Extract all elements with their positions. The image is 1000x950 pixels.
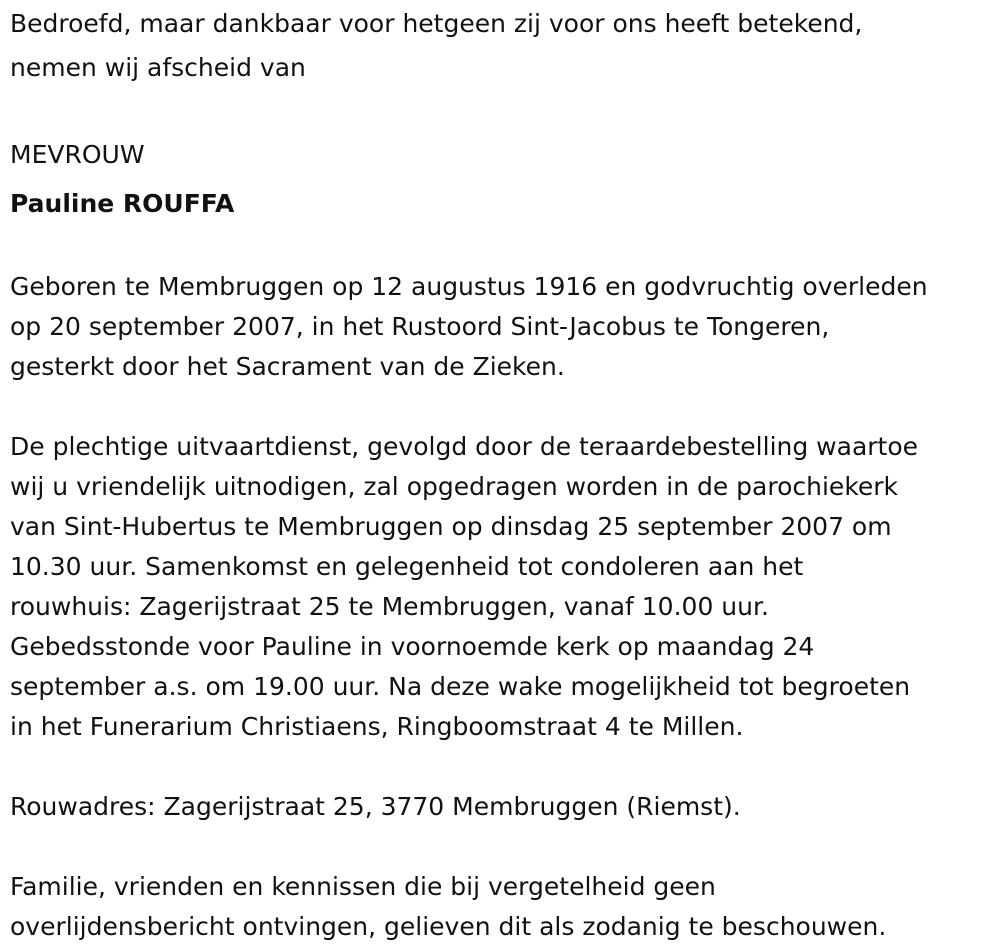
intro-line: Bedroefd, maar dankbaar voor hetgeen zij voor ons heeft betekend, <box>10 9 863 38</box>
paragraph-line: gesterkt door het Sacrament van de Zieken. <box>10 352 565 381</box>
birth-death-paragraph <box>10 267 995 387</box>
paragraph-line: Gebedsstonde voor Pauline in voornoemde kerk op maandag 24 <box>10 632 815 661</box>
paragraph-line: De plechtige uitvaartdienst, gevolgd door de teraardebestelling waartoe <box>10 432 919 461</box>
deceased-name: Pauline ROUFFA <box>10 189 235 218</box>
paragraph-line: in het Funerarium Christiaens, Ringboomstraat 4 te Millen. <box>10 712 744 741</box>
spacer <box>10 747 995 787</box>
spacer <box>10 227 995 267</box>
paragraph-line: Geboren te Membruggen op 12 augustus 1916 en godvruchtig overleden <box>10 272 928 301</box>
death-notice <box>10 0 995 947</box>
mourning-address: Rouwadres: Zagerijstraat 25, 3770 Membruggen (Riemst). <box>10 792 741 821</box>
paragraph-line: september a.s. om 19.00 uur. Na deze wake mogelijkheid tot begroeten <box>10 672 911 701</box>
paragraph-line: 10.30 uur. Samenkomst en gelegenheid tot condoleren aan het <box>10 552 804 581</box>
paragraph-line: Familie, vrienden en kennissen die bij vergetelheid geen <box>10 872 716 901</box>
closing-paragraph <box>10 867 995 947</box>
intro-paragraph <box>10 0 995 88</box>
paragraph-line: van Sint-Hubertus te Membruggen op dinsdag 25 september 2007 om <box>10 512 892 541</box>
funeral-paragraph <box>10 427 995 747</box>
paragraph-line: rouwhuis: Zagerijstraat 25 te Membruggen, vanaf 10.00 uur. <box>10 592 769 621</box>
spacer <box>10 827 995 867</box>
paragraph-line: wij u vriendelijk uitnodigen, zal opgedragen worden in de parochiekerk <box>10 472 899 501</box>
paragraph-line: op 20 september 2007, in het Rustoord Sint-Jacobus te Tongeren, <box>10 312 830 341</box>
paragraph-line: overlijdensbericht ontvingen, gelieven dit als zodanig te beschouwen. <box>10 912 887 941</box>
spacer <box>10 387 995 427</box>
spacer <box>10 88 995 128</box>
intro-line: nemen wij afscheid van <box>10 53 306 82</box>
salutation: MEVROUW <box>10 140 145 169</box>
